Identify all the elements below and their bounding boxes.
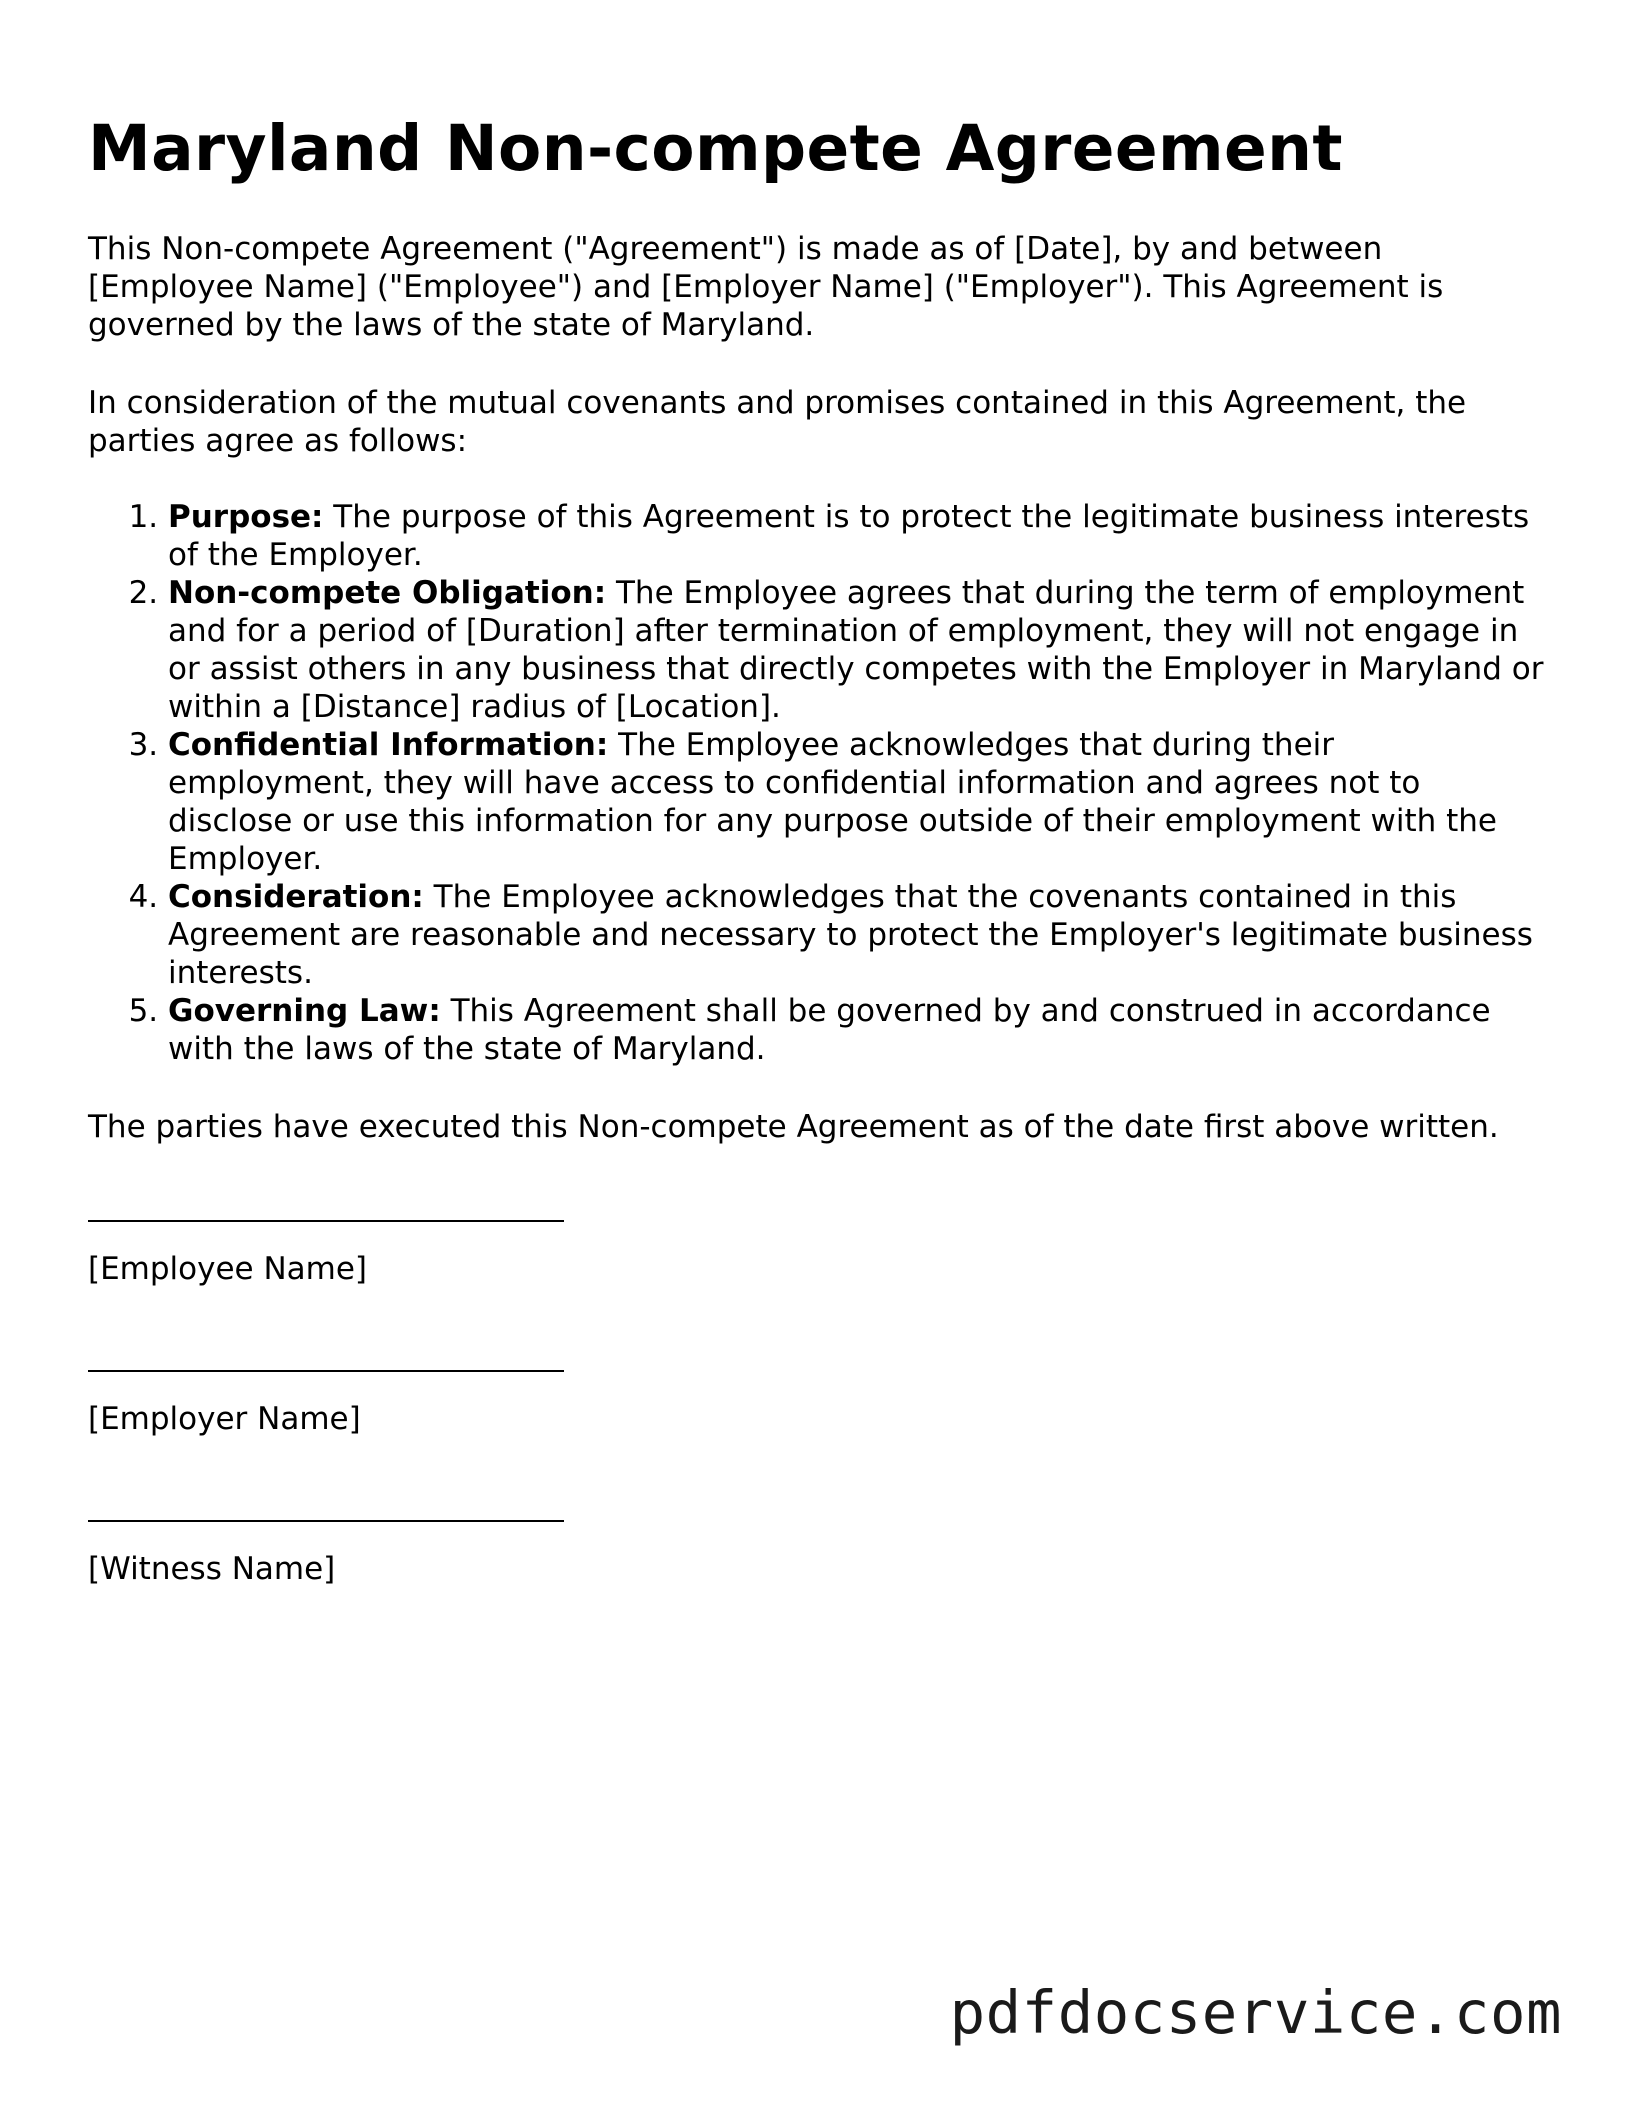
clause-heading: Non-compete Obligation: <box>168 575 607 611</box>
signature-line <box>88 1332 564 1372</box>
clause-heading: Purpose: <box>168 499 324 535</box>
clause-text: The Employee acknowledges that the covenants contained in this Agreement are reasonable and necessary to protect the Employer's legitimate business interests. <box>168 879 1533 991</box>
document-title: Maryland Non-compete Agreement <box>88 112 1343 185</box>
clause-list <box>88 498 1548 1068</box>
signature-block-witness <box>88 1482 1548 1588</box>
watermark-text: pdfdocservice.com <box>949 1978 1562 2047</box>
clause-text: This Agreement shall be governed by and construed in accordance with the laws of the state of Maryland. <box>168 993 1491 1067</box>
clause-item <box>168 992 1548 1068</box>
clause-text: The purpose of this Agreement is to protect the legitimate business interests of the Employer. <box>168 499 1530 573</box>
signature-name: [Employee Name] <box>88 1251 368 1287</box>
signature-name: [Witness Name] <box>88 1551 336 1587</box>
clause-item <box>168 878 1548 992</box>
signature-block-employee <box>88 1182 1548 1288</box>
clause-item <box>168 498 1548 574</box>
clause-heading: Confidential Information: <box>168 727 609 763</box>
signature-line <box>88 1482 564 1522</box>
clause-item <box>168 574 1548 726</box>
signature-line <box>88 1182 564 1222</box>
clause-item <box>168 726 1548 878</box>
consideration-paragraph: In consideration of the mutual covenants and promises contained in this Agreement, the parties agree as follows: <box>88 385 1467 459</box>
signature-name: [Employer Name] <box>88 1401 361 1437</box>
intro-paragraph: This Non-compete Agreement ("Agreement") is made as of [Date], by and between [Employee Name] ("Employee") and [Employer Name] ("Employer"). This Agreement is governed by the laws of the state of Maryland. <box>88 231 1444 343</box>
clause-text: The Employee acknowledges that during their employment, they will have access to confidential information and agrees not to disclose or use this information for any purpose outside of their employment with the Employer. <box>168 727 1497 877</box>
signature-block-employer <box>88 1332 1548 1438</box>
closing-paragraph: The parties have executed this Non-compete Agreement as of the date first above written. <box>88 1109 1499 1145</box>
clause-heading: Governing Law: <box>168 993 441 1029</box>
clause-heading: Consideration: <box>168 879 424 915</box>
clause-text: The Employee agrees that during the term of employment and for a period of [Duration] after termination of employment, they will not engage in or assist others in any business that directly competes with the Employer in Maryland or within a [Distance] radius of [Location]. <box>168 575 1544 725</box>
document-page <box>88 108 1548 1588</box>
